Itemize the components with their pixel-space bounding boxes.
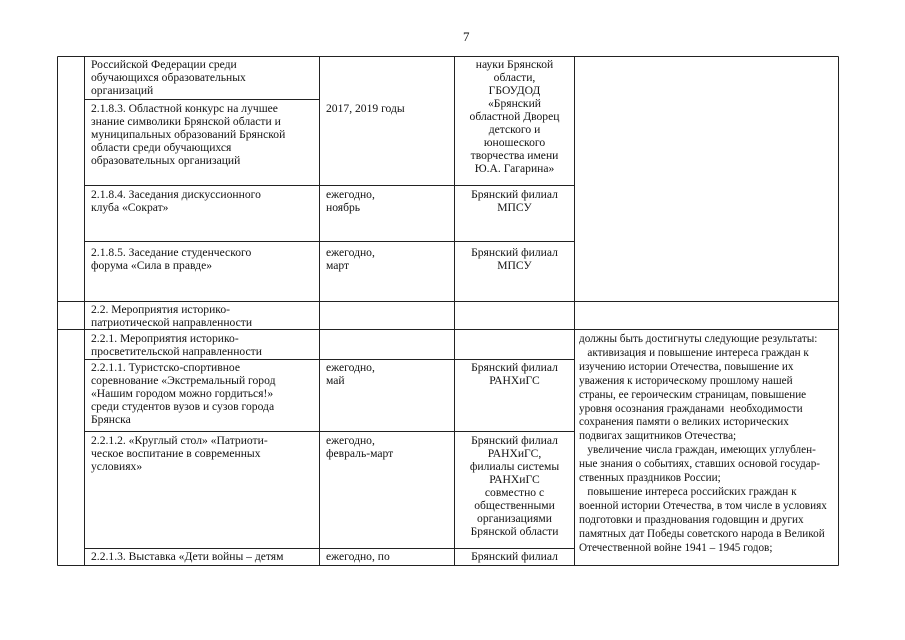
results-line: подготовки и празднования годовщин и других xyxy=(579,513,804,526)
subsection-heading xyxy=(91,332,262,358)
event-line: обучающихся образовательных xyxy=(91,71,246,84)
event-line: ческое воспитание в современных xyxy=(91,447,261,460)
results-line: уровня осознания гражданами необходимости xyxy=(579,402,803,415)
event-line: муниципальных образований Брянской xyxy=(91,128,286,141)
page-number: 7 xyxy=(463,29,470,44)
event-cell xyxy=(91,188,261,214)
date-cell xyxy=(326,361,375,387)
date-line: май xyxy=(326,374,345,387)
event-line: 2.2.1.1. Туристско-спортивное xyxy=(91,361,241,374)
organizer-cell xyxy=(455,246,574,272)
section-heading-line: 2.2. Мероприятия историко- xyxy=(91,303,230,316)
results-cell xyxy=(579,333,827,556)
event-line: 2.1.8.3. Областной конкурс на лучшее xyxy=(91,102,278,115)
event-cell xyxy=(91,361,275,426)
results-line: изучению истории Отечества, повышение их xyxy=(579,360,794,373)
event-line: Брянска xyxy=(91,413,131,426)
event-line: Российской Федерации среди xyxy=(91,58,237,71)
event-line: образовательных организаций xyxy=(91,154,241,167)
organizer-line: ГБОУДОД xyxy=(488,84,541,97)
organizer-line: творчества имени xyxy=(470,149,559,162)
results-line: памятных дат Победы советского народа в Великой xyxy=(579,527,825,540)
event-line: условиях» xyxy=(91,460,143,473)
organizer-line: МПСУ xyxy=(497,201,532,214)
subsection-heading-line: просветительской направленности xyxy=(91,345,262,358)
organizer-line: Брянский филиал xyxy=(471,434,558,447)
event-cell xyxy=(91,102,285,167)
organizer-line: «Брянский xyxy=(488,97,541,110)
date-line: ноябрь xyxy=(326,201,361,214)
organizer-line: РАНХиГС xyxy=(489,473,540,486)
event-line: 2.2.1.3. Выставка «Дети войны – детям xyxy=(91,550,284,563)
organizer-line: юношеского xyxy=(483,136,546,149)
results-line: ные знания о событиях, ставших основой государ- xyxy=(579,458,821,471)
organizer-line: Ю.А. Гагарина» xyxy=(474,162,555,175)
event-line: 2.2.1.2. «Круглый стол» «Патриоти- xyxy=(91,434,268,447)
event-line: области среди обучающихся xyxy=(91,141,232,154)
date-line: март xyxy=(326,259,350,272)
event-line: форума «Сила в правде» xyxy=(91,259,213,272)
organizer-cell xyxy=(455,434,574,538)
event-cell xyxy=(91,58,246,97)
results-line: подвигах защитников Отечества; xyxy=(579,430,737,443)
organizer-line: Брянский филиал xyxy=(471,361,558,374)
date-line: ежегодно, xyxy=(326,434,375,447)
organizer-line: Брянской области xyxy=(470,525,559,538)
date-cell xyxy=(326,102,405,115)
results-line: Отечественной войне 1941 – 1945 годов; xyxy=(579,541,773,554)
event-line: 2.1.8.5. Заседание студенческого xyxy=(91,246,252,259)
organizer-cell xyxy=(455,550,574,563)
date-line: февраль-март xyxy=(326,447,394,460)
date-line: ежегодно, xyxy=(326,361,375,374)
event-line: соревнование «Экстремальный город xyxy=(91,374,276,387)
event-cell xyxy=(91,434,268,473)
organizer-line: областной Дворец xyxy=(469,110,560,123)
subsection-heading-line: 2.2.1. Мероприятия историко- xyxy=(91,332,239,345)
results-line: должны быть достигнуты следующие результаты: xyxy=(579,333,818,345)
organizer-line: Брянский филиал xyxy=(471,550,558,563)
section-heading xyxy=(91,303,252,329)
organizer-cell xyxy=(455,58,574,175)
organizer-line: РАНХиГС xyxy=(489,374,540,387)
organizer-line: детского и xyxy=(488,123,541,136)
results-line: военной истории Отечества, в том числе в условиях xyxy=(579,499,827,512)
event-line: среди студентов вузов и сузов города xyxy=(91,400,275,413)
event-line: «Нашим городом можно гордиться!» xyxy=(91,387,274,400)
organizer-line: Брянский филиал xyxy=(471,246,558,259)
organizer-line: совместно с xyxy=(484,486,545,499)
organizer-line: общественными xyxy=(474,499,555,512)
results-line: увеличение числа граждан, имеющих углублен- xyxy=(579,444,816,457)
organizer-line: филиалы системы xyxy=(469,460,560,473)
organizer-line: организациями xyxy=(477,512,552,525)
results-line: ственных праздников России; xyxy=(579,472,721,485)
date-line: ежегодно, по xyxy=(326,550,390,563)
date-cell xyxy=(326,188,375,214)
organizer-line: области, xyxy=(493,71,536,84)
organizer-line: РАНХиГС, xyxy=(487,447,542,460)
event-line: знание символики Брянской области и xyxy=(91,115,281,128)
results-line: сохранения памяти о великих исторических xyxy=(579,416,789,429)
date-line: ежегодно, xyxy=(326,188,375,201)
section-heading-line: патриотической направленности xyxy=(91,316,253,329)
results-line: повышение интереса российских граждан к xyxy=(579,485,797,498)
results-line: уважения к историческому прошлому нашей xyxy=(579,374,793,387)
organizer-line: МПСУ xyxy=(497,259,532,272)
results-line: страны, ее героическим страницам, повышение xyxy=(579,388,807,401)
event-line: организаций xyxy=(91,84,154,97)
date-cell xyxy=(326,246,375,272)
date-line: ежегодно, xyxy=(326,246,375,259)
organizer-line: науки Брянской xyxy=(475,58,554,71)
organizer-cell xyxy=(455,188,574,214)
results-line: активизация и повышение интереса граждан к xyxy=(579,346,809,359)
date-line: 2017, 2019 годы xyxy=(326,102,405,115)
organizer-line: Брянский филиал xyxy=(471,188,558,201)
date-cell xyxy=(326,434,393,460)
event-line: 2.1.8.4. Заседания дискуссионного xyxy=(91,188,261,201)
event-cell xyxy=(91,550,283,563)
event-cell xyxy=(91,246,251,272)
organizer-cell xyxy=(455,361,574,387)
date-cell xyxy=(326,550,390,563)
event-line: клуба «Сократ» xyxy=(91,201,169,214)
